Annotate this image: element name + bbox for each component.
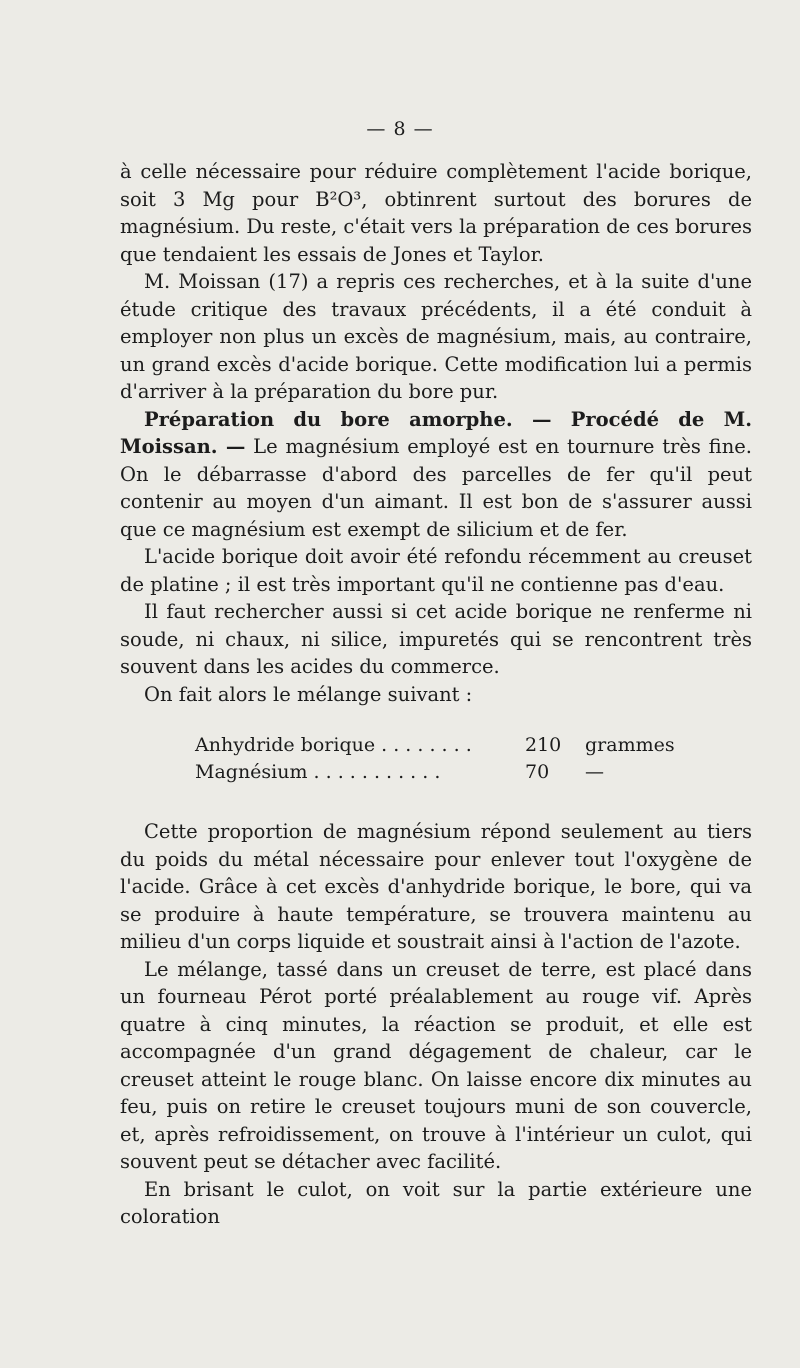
paragraph-3-text: Le magnésium employé est en tournure très fine. On le débarrasse d'abord des parcelles de fer qu'il peut contenir au moyen d'un aimant. Il est bon de s'assurer aussi que ce magnésium est exempt de silicium et de fer. [120,435,752,541]
mixture-quantity: 210 [525,734,562,756]
paragraph-8: Le mélange, tassé dans un creuset de terre, est placé dans un fourneau Pérot porté préalablement au rouge vif. Après quatre à cinq minutes, la réaction se produit, et elle est accompagnée d'un grand dégagement de chaleur, car le creuset atteint le rouge blanc. On laisse encore dix minutes au feu, puis on retire le creuset toujours muni de son couvercle, et, après refroidissement, on trouve à l'intérieur un culot, qui souvent peut se détacher avec facilité. [120,957,752,1173]
paragraph-3 [120,406,752,544]
table-row [195,732,675,759]
table-row [195,759,675,786]
mixture-ingredient: Magnésium . . . . . . . . . . . [195,761,441,783]
paragraph-1: à celle nécessaire pour réduire complètement l'acide borique, soit 3 Mg pour B²O³, obtinrent surtout des borures de magnésium. Du reste, c'était vers la préparation de ces borures que tendaient les essais de Jones et Taylor. [120,160,752,266]
mixture-unit: grammes [585,734,675,756]
paragraph-7: Cette proportion de magnésium répond seulement au tiers du poids du métal nécessaire pour enlever tout l'oxygène de l'acide. Grâce à cet excès d'anhydride borique, le bore, qui va se produire à haute température, se trouvera maintenu au milieu d'un corps liquide et soustrait ainsi à l'action de l'azote. [120,820,752,953]
paragraph-4: L'acide borique doit avoir été refondu récemment au creuset de platine ; il est très important qu'il ne contienne pas d'eau. [120,545,752,596]
mixture-ingredient: Anhydride borique . . . . . . . . [195,734,472,756]
paragraph-5: Il faut rechercher aussi si cet acide borique ne renferme ni soude, ni chaux, ni silice, impuretés qui se rencontrent très souvent dans les acides du commerce. [120,600,752,678]
page-number: — 8 — [366,118,434,140]
mixture-table [195,732,675,786]
mixture-quantity: 70 [525,761,550,783]
section-heading: Préparation du bore amorphe. — Procédé de M. Moissan. — [120,407,752,458]
paragraph-9: En brisant le culot, on voit sur la partie extérieure une coloration [120,1177,752,1228]
mixture-unit: — [585,761,604,783]
body-text [120,158,752,1231]
paragraph-6: On fait alors le mélange suivant : [144,682,473,706]
paragraph-2: M. Moissan (17) a repris ces recherches, et à la suite d'une étude critique des travaux précédents, il a été conduit à employer non plus un excès de magnésium, mais, au contraire, un grand excès d'acide borique. Cette modification lui a permis d'arriver à la préparation du bore pur. [120,270,752,403]
